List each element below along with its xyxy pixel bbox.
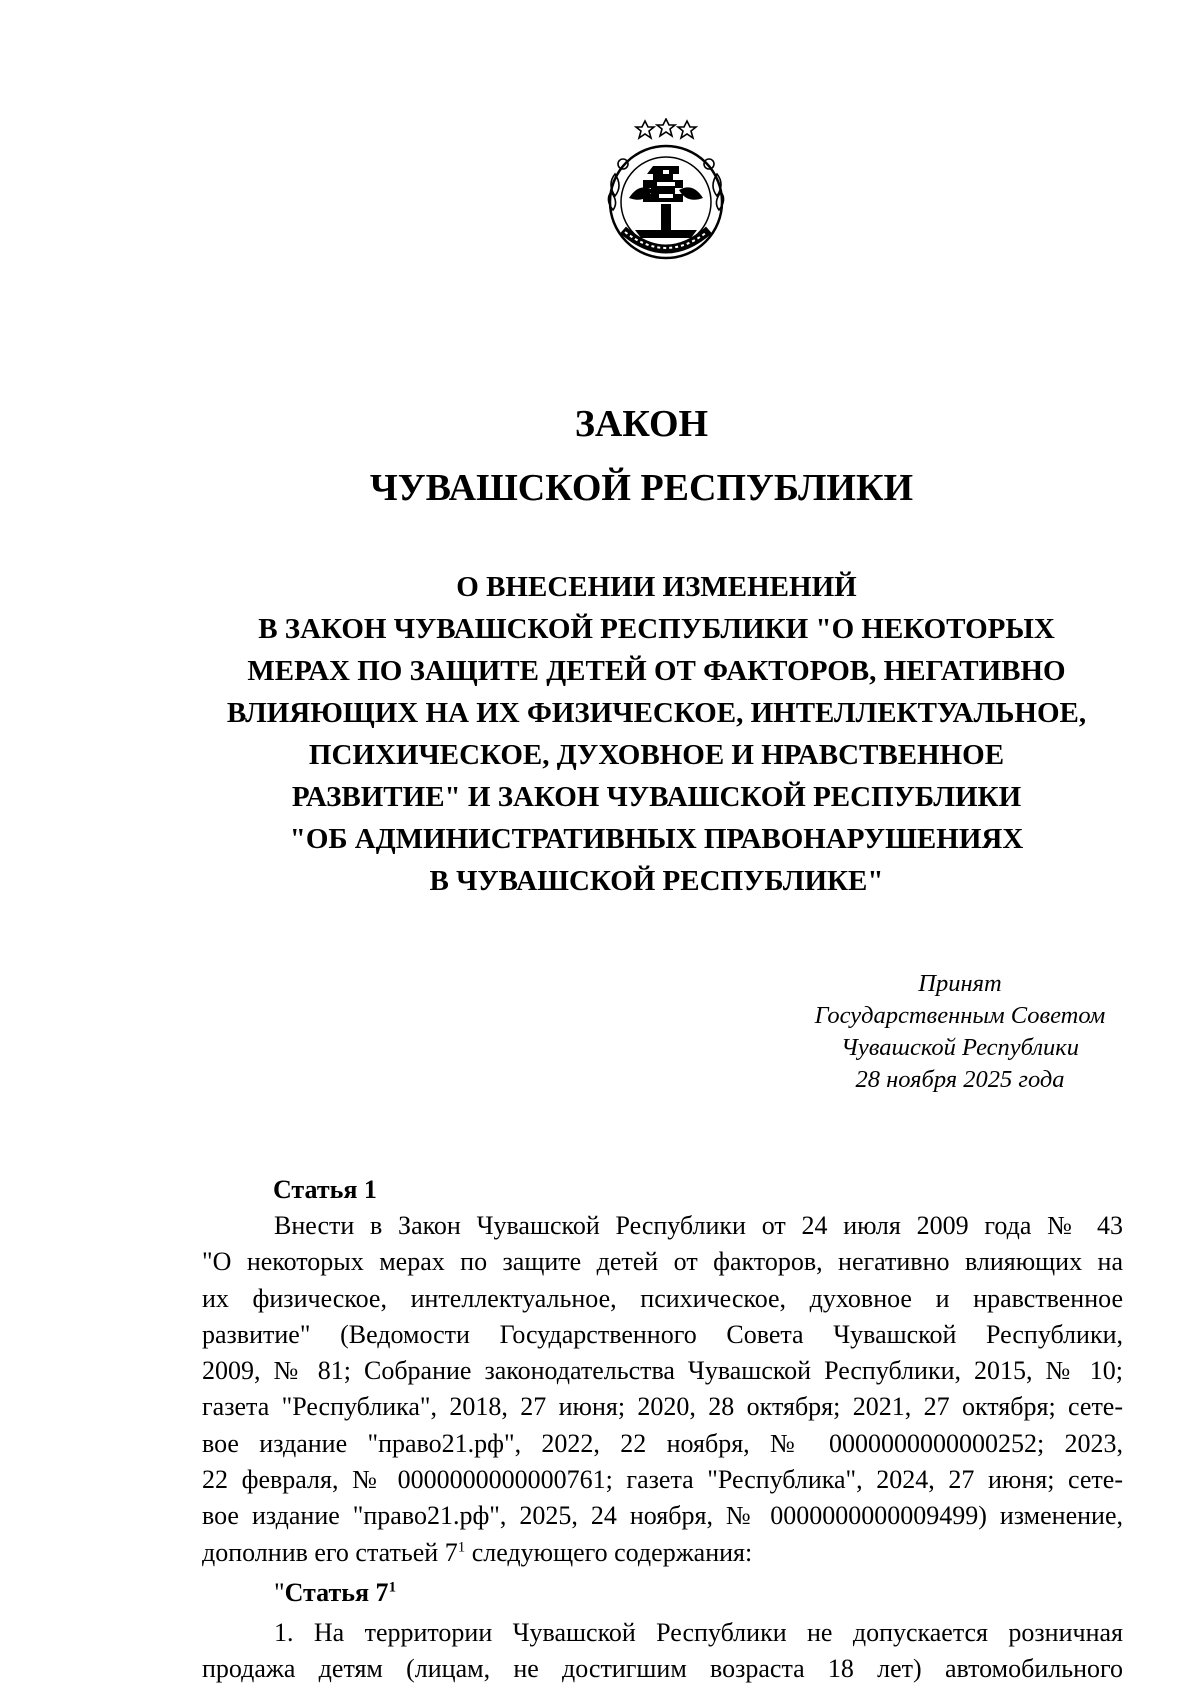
new-article-paragraph-1 xyxy=(202,1615,1123,1688)
adoption-note xyxy=(800,968,1120,1096)
body-line: вое издание "право21.рф", 2022, 22 ноября, № 0000000000000252; 2023, xyxy=(202,1428,1123,1458)
body-line: 1. На территории Чувашской Республики не допускается розничная xyxy=(274,1617,1123,1647)
opening-quote: " xyxy=(274,1577,285,1607)
adoption-note-line: Принят xyxy=(918,970,1002,997)
body-line: газета "Республика", 2018, 27 июня; 2020, 28 октября; 2021, 27 октября; сете- xyxy=(202,1392,1123,1422)
new-article-heading-text: Статья 7 xyxy=(284,1577,389,1607)
body-line-last-tail: следующего содержания: xyxy=(465,1537,753,1567)
body-line: Внести в Закон Чувашской Республики от 24 июля 2009 года № 43 xyxy=(274,1211,1123,1240)
superscript: 1 xyxy=(388,1579,397,1596)
adoption-note-line: Государственным Советом xyxy=(814,1002,1106,1029)
law-title xyxy=(185,566,1128,902)
body-line-last xyxy=(202,1535,1123,1571)
article-1-body xyxy=(202,1208,1123,1571)
body-line: 22 февраля, № 0000000000000761; газета "Республика", 2024, 27 июня; сете- xyxy=(202,1465,1123,1495)
body-line: "О некоторых мерах по защите детей от факторов, негативно влияющих на xyxy=(202,1247,1123,1277)
body-line: продажа детям (лицам, не достигшим возраста 18 лет) автомобильного xyxy=(202,1654,1123,1684)
law-title-line: МЕРАХ ПО ЗАЩИТЕ ДЕТЕЙ ОТ ФАКТОРОВ, НЕГАТИВНО xyxy=(247,655,1066,687)
superscript: 1 xyxy=(457,1539,466,1556)
law-title-line: ВЛИЯЮЩИХ НА ИХ ФИЗИЧЕСКОЕ, ИНТЕЛЛЕКТУАЛЬНОЕ, xyxy=(226,697,1087,729)
adoption-note-line: Чувашской Республики xyxy=(841,1034,1079,1061)
law-title-line: О ВНЕСЕНИИ ИЗМЕНЕНИЙ xyxy=(456,571,857,603)
law-heading xyxy=(165,396,1118,516)
chuvash-coat-of-arms-icon xyxy=(601,118,731,268)
law-title-line: "ОБ АДМИНИСТРАТИВНЫХ ПРАВОНАРУШЕНИЯХ xyxy=(289,823,1024,855)
body-line: вое издание "право21.рф", 2025, 24 ноября, № 0000000000009499) изменение, xyxy=(202,1501,1123,1531)
adoption-note-date: 28 ноября 2025 года xyxy=(855,1066,1065,1093)
article-1-heading: Статья 1 xyxy=(273,1175,377,1204)
body-line: 2009, № 81; Собрание законодательства Чувашской Республики, 2015, № 10; xyxy=(202,1356,1123,1386)
law-heading-line-1: ЗАКОН xyxy=(574,403,709,445)
law-title-line: В ЧУВАШСКОЙ РЕСПУБЛИКЕ" xyxy=(429,865,884,897)
emblem-container xyxy=(205,118,1118,268)
law-heading-line-2: ЧУВАШСКОЙ РЕСПУБЛИКИ xyxy=(369,467,914,509)
body-line: развитие" (Ведомости Государственного Совета Чувашской Республики, xyxy=(202,1319,1123,1349)
body-line-last-text: дополнив его статьей 7 xyxy=(202,1537,458,1567)
body-line: их физическое, интеллектуальное, психическое, духовное и нравственное xyxy=(202,1283,1123,1313)
law-title-line: ПСИХИЧЕСКОЕ, ДУХОВНОЕ И НРАВСТВЕННОЕ xyxy=(308,739,1005,771)
law-title-line: В ЗАКОН ЧУВАШСКОЙ РЕСПУБЛИКИ "О НЕКОТОРЫХ xyxy=(258,613,1055,645)
law-title-line: РАЗВИТИЕ" И ЗАКОН ЧУВАШСКОЙ РЕСПУБЛИКИ xyxy=(291,781,1022,813)
new-article-heading xyxy=(274,1575,1118,1611)
